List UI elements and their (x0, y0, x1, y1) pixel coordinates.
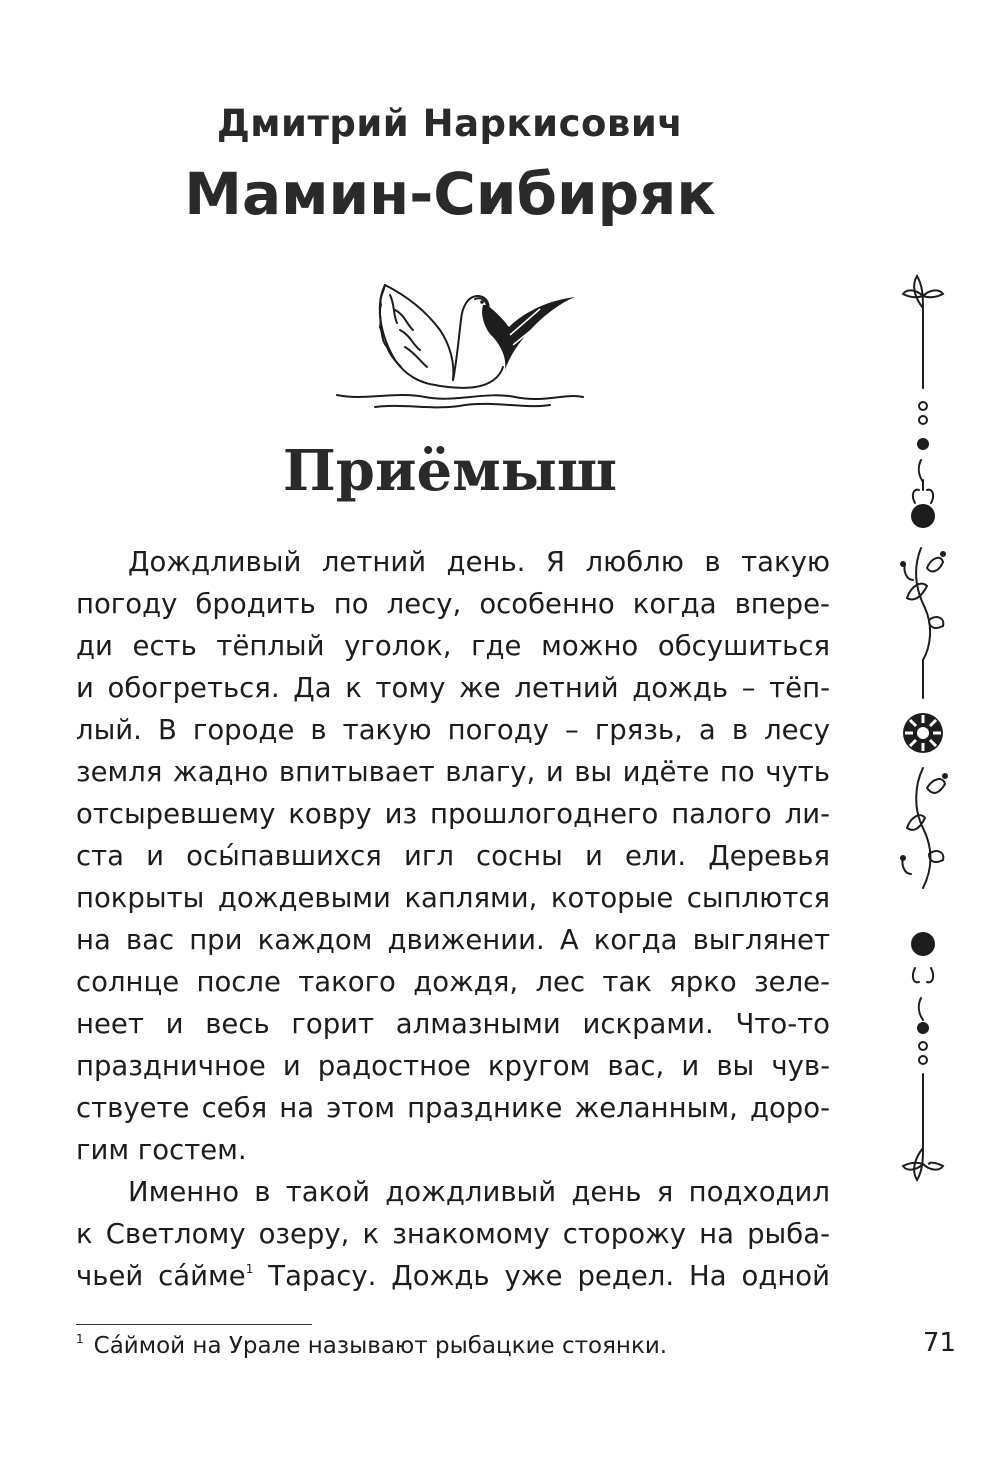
author-surname: Мамин-Сибиряк (184, 160, 716, 228)
page-number: 71 (922, 1328, 956, 1358)
author-name: Дмитрий Наркисович (216, 102, 684, 145)
text-line: неет и весь горит алмазными искрами. Что-то (76, 1008, 830, 1040)
footnote (76, 1332, 667, 1359)
text-line: ствуете себя на этом празднике желанным, доро- (76, 1092, 830, 1124)
footnote-mark: 1 (76, 1332, 84, 1346)
text-line: земля жадно впитывает влагу, и вы идёте по чуть (76, 756, 830, 788)
text-line-with-footnote (76, 1255, 830, 1297)
text-line: ста и оcы́павшихся игл сосны и ели. Деревья (76, 840, 830, 872)
text-line: погоду бродить по лесу, особенно когда впере- (76, 588, 830, 620)
text-line: покрыты дождевыми каплями, которые сыплются (76, 882, 830, 914)
footnote-reference: 1 (245, 1262, 254, 1276)
footnote-text: Са́ймой на Урале называют рыбацкие стоянки. (93, 1333, 668, 1359)
story-body (76, 541, 830, 1297)
story-title: Приёмыш (282, 438, 618, 504)
text-line: Именно в такой дождливый день я подходил (128, 1176, 830, 1208)
text-line: ди есть тёплый уголок, где можно обсушиться (76, 630, 830, 662)
footnote-divider (76, 1324, 312, 1325)
text-line: солнце после такого дождя, лес так ярко зеле- (76, 966, 830, 998)
text-fragment: чьей са́йме (76, 1260, 246, 1292)
text-line: на вас при каждом движении. А когда выглянет (76, 924, 830, 956)
text-line: к Светлому озеру, к знакомому сторожу на рыба- (76, 1218, 830, 1250)
text-fragment: Тарасу. Дождь уже редел. На одной (268, 1260, 830, 1292)
text-line: лый. В городе в такую погоду – грязь, а в лесу (76, 714, 830, 746)
text-line: Дождливый летний день. Я люблю в такую (128, 546, 830, 578)
text-line: гим гостем. (76, 1134, 247, 1166)
text-line: отсыревшему ковру из прошлогоднего палого ли- (76, 798, 830, 830)
floral-ornament (893, 268, 953, 1208)
text-line: праздничное и радостное кругом вас, и вы чув- (76, 1050, 830, 1082)
swan-illustration (335, 275, 585, 415)
text-line: и обогреться. Да к тому же летний дождь – тёп- (76, 672, 830, 704)
